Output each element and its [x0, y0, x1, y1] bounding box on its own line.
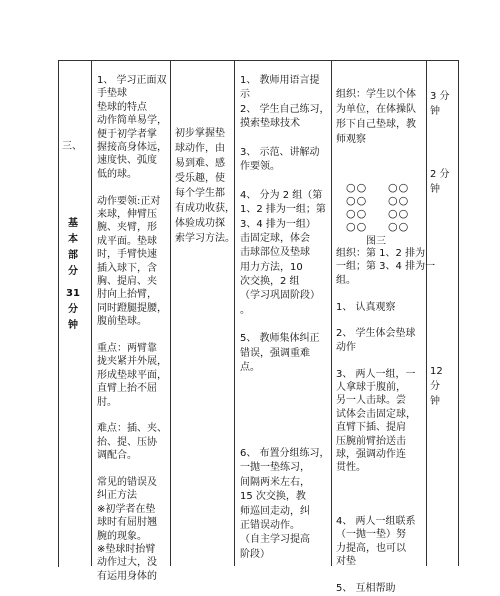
content-line: 握接高身体远， [97, 142, 167, 153]
teacher-line: 作要领。 [240, 161, 280, 173]
teacher-line: 3、 示范、讲解动 [240, 146, 320, 158]
organization-line: 4、 两人一组联系 [336, 516, 416, 527]
formation-row [346, 181, 416, 194]
organization-line: 直臂下插、提肩 [336, 422, 406, 434]
content-line: 低的球。 [97, 168, 137, 180]
content-line: 动作过大，没 [97, 557, 157, 569]
organization-line: 对垫 [336, 556, 356, 568]
teacher-line: 3、4 排为一组） [240, 218, 316, 230]
organization-line: 师观察 [336, 134, 366, 145]
content-line: 有运用身体的 [97, 570, 157, 582]
content-line: 拢夹紧并外展， [97, 356, 167, 368]
time-entry: 3 分 [430, 91, 450, 102]
teacher-line: 击球部位及垫球 [240, 247, 310, 259]
teacher-line: 5、 教师集体纠正 [240, 333, 320, 345]
content-line: 1、 学习正面双 [97, 75, 167, 86]
content-line: 腹前垫球。 [97, 316, 147, 328]
organization-line: 动作 [336, 341, 356, 353]
column-divider [331, 60, 332, 566]
organization-line: 3、 两人一组，一 [336, 368, 416, 380]
content-line: 抬、提、压协 [97, 436, 157, 448]
student-pair: ○○ [346, 194, 368, 207]
content-line: ※初学者在垫 [97, 503, 156, 515]
figure-label: 图三 [366, 236, 386, 247]
content-line: 肘向上抬臂， [97, 289, 157, 301]
content-line: 手垫球 [97, 88, 127, 100]
teacher-line: （自主学习提高 [240, 534, 310, 546]
column-divider [426, 60, 427, 566]
content-line: 来球，伸臂压 [97, 209, 157, 220]
content-line: 动作要领:正对 [97, 195, 161, 207]
teacher-line: （学习巩固阶段） [240, 290, 320, 302]
teacher-line: 。 [240, 304, 250, 316]
organization-line: 贯性。 [336, 462, 366, 474]
content-line: 动作简单易学， [97, 115, 167, 127]
organization-line: 力提高，也可以 [336, 542, 406, 554]
teacher-line: 次交换，2 组 [240, 275, 300, 287]
student-pair: ○○ [388, 220, 410, 233]
section-time: 钟 [68, 320, 78, 331]
organization-line: 2、 学生体会垫球 [336, 328, 416, 340]
content-line: 插入球下，含 [97, 262, 157, 274]
content-line: 常见的错误及 [97, 477, 157, 488]
time-entry: 钟 [430, 184, 440, 195]
student-pair: ○○ [388, 194, 410, 207]
organization-line: （一抛一垫）努 [336, 529, 406, 541]
column-divider [170, 60, 171, 566]
teacher-line: 2、 学生自己练习， [240, 103, 330, 115]
student-pair: ○○ [346, 181, 368, 194]
teacher-line: 击固定球，体会 [240, 232, 310, 244]
objective-line: 每个学生都 [175, 188, 225, 199]
teacher-line: 1、2 排为一组；第 [240, 204, 326, 216]
content-line: 肘。 [97, 396, 117, 408]
teacher-line: 师巡回走动，纠 [240, 505, 310, 517]
teacher-line: 4、 分为 2 组（第 [240, 189, 323, 201]
objective-line: 有成功收获， [175, 203, 235, 214]
organization-line: 1、 认真观察 [336, 301, 396, 313]
organization-line: 球，强调动作连 [336, 449, 406, 460]
content-line: 腕、夹臂，形 [97, 222, 157, 234]
objective-line: 易到难、感 [175, 158, 225, 169]
section-time: 分 [68, 304, 78, 315]
column-divider [91, 60, 92, 566]
teacher-line: 点。 [240, 362, 260, 373]
content-line: 纠正方法 [97, 490, 137, 502]
content-line: ※垫球时抬臂 [97, 544, 156, 555]
section-name-char: 基 [68, 218, 78, 229]
section-name-char: 本 [68, 234, 78, 245]
teacher-line: 阶段） [240, 548, 270, 560]
table-right-border [458, 60, 459, 566]
time-entry: 钟 [430, 396, 440, 407]
content-line: 腕的现象。 [97, 530, 147, 542]
teacher-line: 15 次交换，教 [240, 491, 306, 503]
teacher-line: 1、 教师用语言提 [240, 75, 320, 86]
organization-line: 另一人击球。尝 [336, 395, 406, 407]
teacher-line: 用力方法，10 [240, 261, 303, 273]
content-line: 调配合。 [97, 450, 137, 462]
organization-line: 一组；第 3、4 排为一 [336, 261, 436, 273]
teacher-line: 6、 布置分组练习， [240, 448, 330, 460]
section-name-char: 部 [68, 250, 78, 261]
organization-line: 试体会击固定球， [336, 408, 416, 420]
teacher-line: 一抛一垫练习， [240, 462, 310, 474]
teacher-line: 摸索垫球技术 [240, 118, 300, 130]
section-name-char: 分 [68, 266, 78, 277]
objective-line: 体验成功探 [175, 218, 225, 229]
formation-row [346, 207, 416, 220]
student-pair: ○○ [388, 207, 410, 220]
time-entry: 分 [430, 381, 440, 392]
section-number: 三、 [62, 141, 82, 152]
content-line: 速度快、弧度 [97, 155, 157, 167]
organization-line: 5、 互相帮助 [336, 583, 396, 594]
content-line: 球时有屈肘翘 [97, 517, 157, 529]
content-line: 垫球的特点 [97, 101, 147, 113]
content-line: 难点：插、夹、 [97, 423, 167, 435]
content-line: 时，手臂快速 [97, 249, 157, 261]
objective-line: 球动作，由 [175, 143, 225, 154]
time-entry: 12 [430, 366, 443, 377]
content-line: 同时蹬腿提腰， [97, 302, 167, 314]
section-time: 31 [66, 288, 80, 299]
formation-diagram [346, 181, 416, 233]
objective-line: 初步掌握垫 [175, 128, 225, 139]
content-line: 胸、提肩、夹 [97, 276, 157, 287]
formation-row [346, 220, 416, 233]
student-pair: ○○ [346, 207, 368, 220]
objective-line: 受乐趣，使 [175, 173, 225, 184]
student-pair: ○○ [346, 220, 368, 233]
teacher-line: 错误，强调重难 [240, 347, 310, 359]
organization-line: 压腕前臂抬送击 [336, 435, 406, 447]
teacher-line: 间隔两米左右， [240, 476, 310, 488]
organization-line: 人拿球于腹前， [336, 382, 406, 393]
organization-line: 组。 [336, 274, 356, 286]
organization-line: 形下自己垫球，教 [336, 119, 416, 130]
content-line: 成平面。垫球 [97, 235, 157, 247]
content-line: 直臂上抬不屈 [97, 383, 157, 395]
organization-line: 组织：学生以个体 [336, 89, 416, 100]
objective-line: 索学习方法。 [175, 233, 235, 244]
content-line: 形成垫球平面， [97, 369, 167, 381]
time-entry: 钟 [430, 106, 440, 117]
column-divider [234, 60, 235, 566]
time-entry: 2 分 [430, 169, 450, 180]
formation-row [346, 194, 416, 207]
student-pair: ○○ [388, 181, 410, 194]
content-line: 重点：两臂靠 [97, 343, 157, 354]
organization-line: 组织：第 1、2 排为 [336, 248, 426, 259]
teacher-line: 正错误动作。 [240, 519, 300, 531]
organization-line: 为单位，在体操队 [336, 104, 416, 115]
content-line: 便于初学者掌 [97, 128, 157, 140]
teacher-line: 示 [240, 89, 250, 101]
